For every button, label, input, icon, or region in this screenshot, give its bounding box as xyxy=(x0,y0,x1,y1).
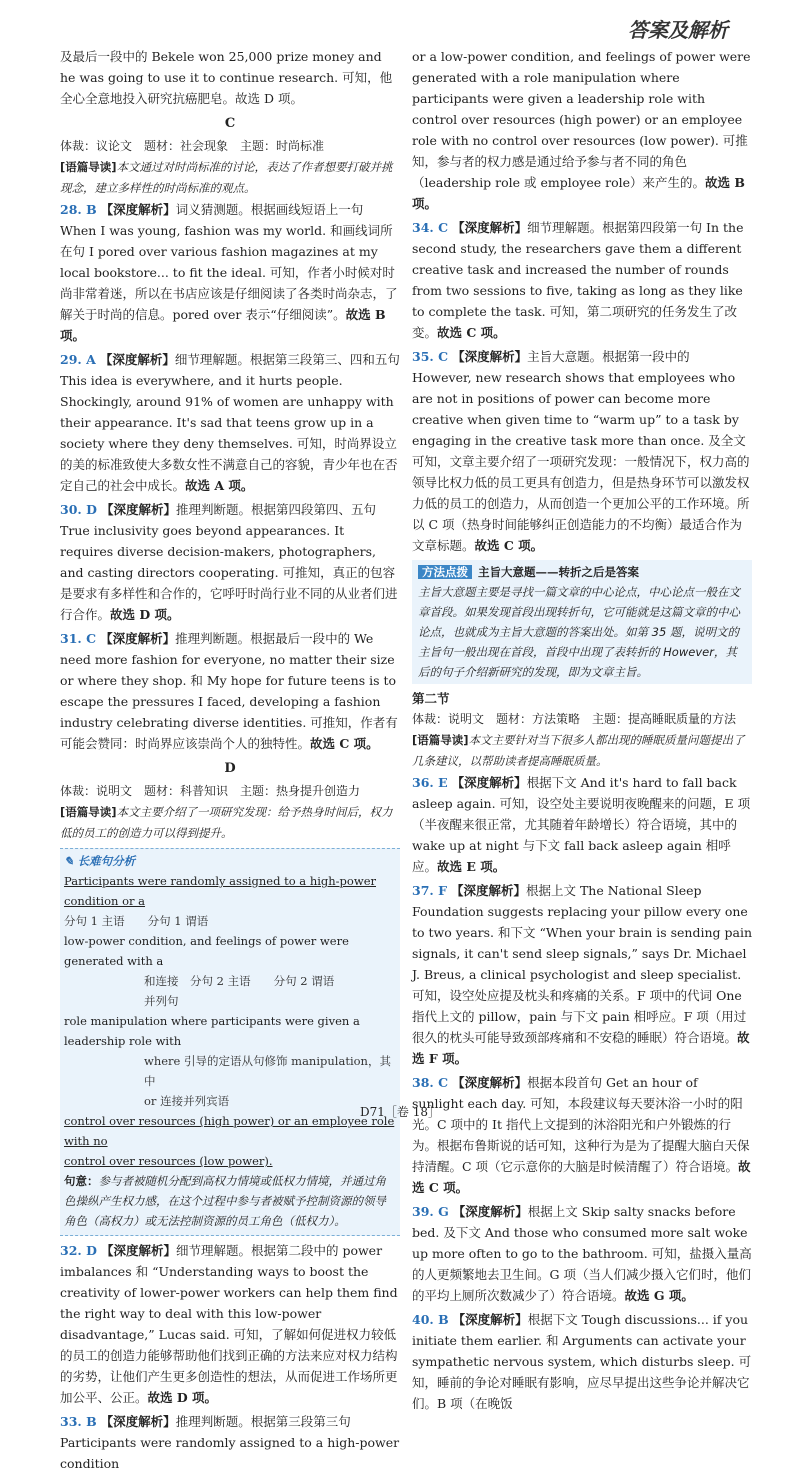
left-column xyxy=(60,46,400,1477)
method-tip-box xyxy=(412,560,752,684)
answer-item-28: 28. B 【深度解析】词义猜测题。根据画线短语上一句 When I was young, fashion was my world. 和画线词所在句 I pored over various fashion magazines at my local bookstore... to fit the ideal. 可知，作者小时候对时尚非常着迷，所以在书店应该是仔细阅读了各类时尚杂志，了解关于时尚的信息。pored over 表示“仔细阅读”。故选 B 项。 xyxy=(60,202,398,343)
right-column xyxy=(412,46,752,1417)
tip-tag: 方法点拨 xyxy=(418,565,472,579)
section-2-meta: 体裁：说明文 题材：方法策略 主题：提高睡眠质量的方法 xyxy=(412,712,737,726)
answer-item-31: 31. C 【深度解析】推理判断题。根据最后一段中的 We need more fashion for everyone, no matter their size or where they shop. 和 My hope for future teens is to escape the pressures I faced, developing a fashion industry celebrating diverse identities. 可推知，作者有可能会赞同：时尚界应该崇尚个人的独特性。故选 C 项。 xyxy=(60,631,398,751)
annotation-2b: 并列句 xyxy=(144,994,179,1008)
answer-item-30: 30. D 【深度解析】推理判断题。根据第四段第四、五句 True inclusivity goes beyond appearances. It requires diverse decision-makers, photographers, and casting directors cooperating. 可推知，真正的包容是要求有多样性和合作的，它呼吁时尚行业不同的从业者们进行合作。故选 D 项。 xyxy=(60,502,398,622)
sentence-line-4: control over resources (high power) or an employee role with no xyxy=(64,1114,395,1148)
page-header-title: 答案及解析 xyxy=(628,18,728,42)
intro-paragraph: 及最后一段中的 Bekele won 25,000 prize money and he was going to use it to continue research. 可知，他全心全意地投入研究抗癌肥皂。故选 D 项。 xyxy=(60,49,393,106)
section-2-guide: [语篇导读]本文主要针对当下很多人都出现的睡眠质量问题提出了几条建议，以帮助读者提高睡眠质量。 xyxy=(412,733,745,768)
annotation-3b: or 连接并列宾语 xyxy=(144,1094,230,1108)
long-sentence-analysis-box xyxy=(60,848,400,1236)
answer-item-39: 39. G 【深度解析】根据上文 Skip salty snacks before bed. 及下文 And those who consumed more salt woke up more often to go to the bathroom. 可知，盐摄入量高的人更频繁地去卫生间。G 项（当人们减少摄入它们时，他们的平均上厕所次数减少了）符合语境。故选 G 项。 xyxy=(412,1204,752,1303)
answer-item-40: 40. B 【深度解析】根据下文 Tough discussions... if you initiate them earlier. 和 Arguments can activate your sympathetic nervous system, which disturbs sleep. 可知，睡前的争论对睡眠有影响，应尽早提出这些争论并解决它们。B 项（在晚饭 xyxy=(412,1312,752,1411)
tip-heading xyxy=(418,562,746,582)
answer-item-29: 29. A 【深度解析】细节理解题。根据第三段第三、四和五句 This idea is everywhere, and it hurts people. Shockingly, around 91% of women are unhappy with their appearance. It's sad that teens grow up in a society where they deny themselves. 可知，时尚界设立的美的标准致使大多数女性不满意自己的容貌，青少年也在否定自己的社会中成长。故选 A 项。 xyxy=(60,352,400,493)
section-c-letter: C xyxy=(224,116,236,131)
annotation-1: 分句 1 主语 分句 1 谓语 xyxy=(64,914,209,928)
guide-label: [语篇导读] xyxy=(60,160,117,174)
section-c-guide xyxy=(60,157,400,199)
section-d-letter: D xyxy=(224,761,236,776)
guide-text: 本文通过对时尚标准的讨论，表达了作者想要打破并挑现念，建立多样性的时尚标准的观点。 xyxy=(60,160,393,195)
annotation-2: 和连接 分句 2 主语 分句 2 谓语 xyxy=(144,974,335,988)
sentence-line-3: role manipulation where participants were given a leadership role with xyxy=(64,1014,360,1048)
tip-body: 主旨大意题主要是寻找一篇文章的中心论点，中心论点一般在文章首段。如果发现首段出现转折句，它可能就是这篇文章的中心论点，也就成为主旨大意题的答案出处。如第 35 题，说明文的主旨句一般出现在首段，首段中出现了表转折的 However，其后的句子介绍新研究的发现，即为文章主旨。 xyxy=(418,585,740,679)
sentence-translation: 句意：参与者被随机分配到高权力情境或低权力情境，并通过角色操纵产生权力感，在这个过程中参与者被赋予控制资源的领导角色（高权力）或无法控制资源的员工角色（低权力）。 xyxy=(64,1174,386,1228)
answer-item-38: 38. C 【深度解析】根据本段首句 Get an hour of sunlight each day. 可知，本段建议每天要沐浴一小时的阳光。C 项中的 It 指代上文提到的沐浴阳光和户外锻炼的行为。根据布鲁斯说的话可知，这种行为是为了提醒大脑白天保持清醒。C 项（它示意你的大脑是时候清醒了）符合语境。故选 C 项。 xyxy=(412,1075,751,1195)
answer-item-33: 33. B 【深度解析】推理判断题。根据第三段第三句 Participants were randomly assigned to a high-power condition xyxy=(60,1414,400,1471)
answer-item-36: 36. E 【深度解析】根据下文 And it's hard to fall back asleep again. 可知，设空处主要说明夜晚醒来的问题，E 项（半夜醒来很正常，尤其随着年龄增长）符合语境，其中的 wake up at night 与下文 fall back asleep again 相呼应。故选 E 项。 xyxy=(412,775,751,874)
box-title: ✎ 长难句分析 xyxy=(64,854,136,868)
answer-item-32: 32. D 【深度解析】细节理解题。根据第二段中的 power imbalances 和 “Understanding ways to boost the creativity of lower-power workers can help them find the right way to deal with this low-power disadvantage,” Lucas said. 可知，了解如何促进权力较低的员工的创造力能够帮助他们找到正确的方法来应对权力结构的劣势，让他们产生更多创造性的想法，从而促进工作场所更加公平、公正。故选 D 项。 xyxy=(60,1243,398,1405)
sentence-line-5: control over resources (low power). xyxy=(64,1154,273,1168)
annotation-3: where 引导的定语从句修饰 manipulation，其中 xyxy=(144,1054,391,1088)
section-2-title: 第二节 xyxy=(412,691,450,706)
section-d-guide: [语篇导读]本文主要介绍了一项研究发现：给予热身时间后，权力低的员工的创造力可以得到提升。 xyxy=(60,805,393,840)
page-number: D71［卷 18］ xyxy=(360,1105,440,1119)
answer-item-34: 34. C 【深度解析】细节理解题。根据第四段第一句 In the second study, the researchers gave them a different creative task and increased the number of rounds from two sessions to five, taking as long as they like to complete the task. 可知，第二项研究的任务发生了改变。故选 C 项。 xyxy=(412,220,744,340)
sentence-line-1: Participants were randomly assigned to a high-power condition or a xyxy=(64,874,376,908)
section-c-meta: 体裁：议论文 题材：社会现象 主题：时尚标准 xyxy=(60,139,325,153)
answer-item-35: 35. C 【深度解析】主旨大意题。根据第一段中的 However, new research shows that employees who are not in positions of power can become more creative when given time to “warm up” to a task by engaging in the creative task more than once. 及全文可知，文章主要介绍了一项研究发现：一般情况下，权力高的领导比权力低的员工更具有创造力，但是热身环节可以激发权力低的员工的创造力，从而创造一个更加公平的工作环境。所以 C 项（热身时间能够纠正创造能力的不均衡）最适合作为文章标题。故选 C 项。 xyxy=(412,349,750,553)
section-d-meta: 体裁：说明文 题材：科普知识 主题：热身提升创造力 xyxy=(60,784,361,798)
sentence-line-2: low-power condition, and feelings of power were generated with a xyxy=(64,934,349,968)
tip-title: 主旨大意题——转折之后是答案 xyxy=(478,565,639,579)
answer-item-33-continued: or a low-power condition, and feelings of power were generated with a role manipulation where participants were given a leadership role with control over resources (high power) or an employee role with no control over resources (low power). 可推知，参与者的权力感是通过给予参与者不同的角色（leadership role 或 employee role）来产生的。故选 B 项。 xyxy=(412,49,751,211)
answer-item-37: 37. F 【深度解析】根据上文 The National Sleep Foundation suggests replacing your pillow every one to two years. 和下文 “When your brain is sending pain signals, it can't send sleep signals,” says Dr. Michael J. Breus, a clinical psychologist and sleep specialist. 可知，设空处应提及枕头和疼痛的关系。F 项中的代词 One 指代上文的 pillow，pain 与下文 pain 相呼应。F 项（用过很久的枕头可能导致颈部疼痛和不安稳的睡眠）符合语境。故选 F 项。 xyxy=(412,883,752,1066)
